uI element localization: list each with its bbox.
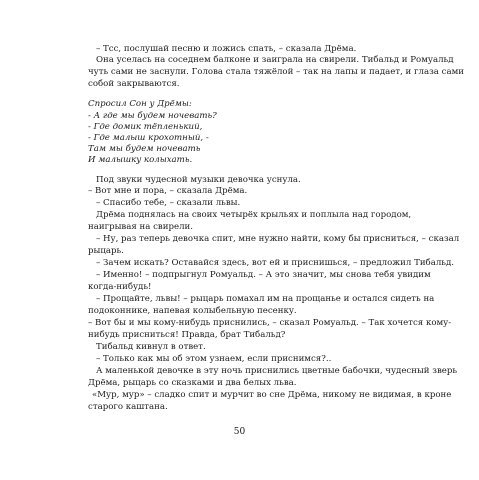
text-line-8: Дрёма поднялась на своих четырёх крыльях и поплыла над городом, xyxy=(96,210,412,220)
poem-line-4: - Где малыш крохотный, - xyxy=(88,133,209,143)
text-line-15: – Прощайте, львы! – рыцарь помахал им на прощанье и остался сидеть на xyxy=(96,294,435,304)
text-line-16: подоконнике, напевая колыбельную песенку. xyxy=(88,306,297,316)
text-line-6: – Вот мне и пора, – сказала Дрёма. xyxy=(88,186,248,196)
text-line-24: старого каштана. xyxy=(88,402,168,412)
poem-line-2: - А где мы будем ночевать? xyxy=(88,111,217,121)
text-line-10: – Ну, раз теперь девочка спит, мне нужно найти, кому бы присниться, – сказал xyxy=(96,234,460,244)
text-line-5: Под звуки чудесной музыки девочка уснула. xyxy=(96,175,301,185)
poem-line-3: - Где домик тёпленький, xyxy=(88,122,203,132)
text-line-9: наигрывая на свирели. xyxy=(88,222,194,232)
page-number: 50 xyxy=(233,427,246,437)
text-line-11: рыцарь. xyxy=(88,246,124,256)
text-line-7: – Спасибо тебе, – сказали львы. xyxy=(96,198,241,208)
poem-line-5: Там мы будем ночевать xyxy=(88,144,201,154)
text-line-14: когда-нибудь! xyxy=(88,282,152,292)
text-line-20: – Только как мы об этом узнаем, если приснимся?.. xyxy=(96,354,332,364)
poem-line-6: И малышку колыхать. xyxy=(88,155,193,165)
text-line-19: Тибальд кивнул в ответ. xyxy=(96,342,206,352)
text-line-17: – Вот бы и мы кому-нибудь приснились, – сказал Ромуальд. – Так хочется кому- xyxy=(88,318,452,328)
text-line-13: – Именно! – подпрыгнул Ромуальд. – А это значит, мы снова тебя увидим xyxy=(96,270,431,280)
text-line-4: собой закрываются. xyxy=(88,79,180,89)
text-line-12: – Зачем искать? Оставайся здесь, вот ей и приснишься, – предложил Тибальд. xyxy=(96,258,455,268)
text-line-23: «Мур, мур» – сладко спит и мурчит во сне Дрёма, никому не видимая, в кроне xyxy=(92,390,452,400)
text-line-2: Она уселась на соседнем балконе и заиграла на свирели. Тибальд и Ромуальд xyxy=(96,55,454,65)
poem-line-1: Спросил Сон у Дрёмы: xyxy=(88,99,192,109)
text-line-3: чуть сами не заснули. Голова стала тяжёлой – так на лапы и падает, и глаза сами xyxy=(88,67,464,77)
text-line-18: нибудь присниться! Правда, брат Тибальд? xyxy=(88,330,286,340)
text-line-1: – Тсс, послушай песню и ложись спать, – сказала Дрёма. xyxy=(96,44,357,54)
text-line-21: А маленькой девочке в эту ночь приснились цветные бабочки, чудесный зверь xyxy=(96,366,458,376)
text-line-22: Дрёма, рыцарь со сказками и два белых льва. xyxy=(88,378,297,388)
